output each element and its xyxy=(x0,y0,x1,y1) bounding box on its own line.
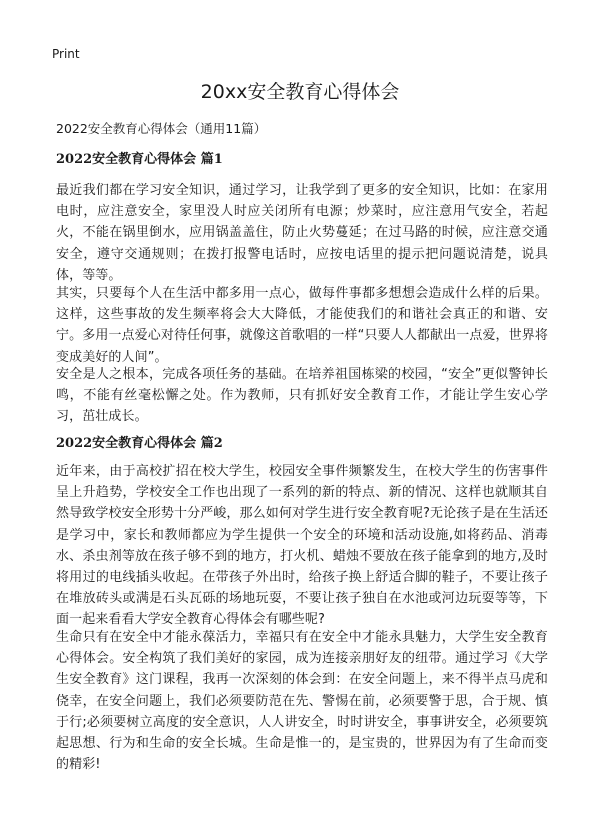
section-heading-1: 2022安全教育心得体会 篇1 xyxy=(56,152,223,167)
paragraph: 其实，只要每个人在生活中都多用一点心，做每件事都多想想会造成什么样的后果。这样，这些事故的发生频率将会大大降低，才能使我们的和谐社会真正的和谐、安宁。多用一点爱心对待任何事，就像这首歌唱的一样“只要人人都献出一点爱，世界将变成美好的人间”。 xyxy=(56,286,548,365)
document-subtitle: 2022安全教育心得体会（通用11篇） xyxy=(56,121,267,136)
section-heading-2: 2022安全教育心得体会 篇2 xyxy=(56,436,223,451)
paragraph: 最近我们都在学习安全知识，通过学习，让我学到了更多的安全知识，比如：在家用电时，应注意安全，家里没人时应关闭所有电源；炒菜时，应注意用气安全，若起火，不能在锅里倒水，应用锅盖盖住，防止火势蔓延；在过马路的时候，应注意交通安全，遵守交通规则；在拨打报警电话时，应按电话里的提示把问题说清楚，说具体，等等。 xyxy=(56,183,548,283)
paragraph: 生命只有在安全中才能永葆活力，幸福只有在安全中才能永具魅力，大学生安全教育心得体会。安全构筑了我们美好的家园，成为连接亲朋好友的纽带。通过学习《大学生安全教育》这门课程，我再一次深刻的体会到：在安全问题上，来不得半点马虎和侥幸，在安全问题上，我们必须要防范在先、警惕在前，必须要警于思，合于规、慎于行;必须要树立高度的安全意识，人人讲安全，时时讲安全，事事讲安全，必须要筑起思想、行为和生命的安全长城。生命是惟一的，是宝贵的，世界因为有了生命而变的精彩! xyxy=(56,630,548,773)
paragraph: 安全是人之根本，完成各项任务的基础。在培养祖国栋梁的校园，“安全”更似警钟长鸣，不能有丝毫松懈之处。作为教师，只有抓好安全教育工作，才能让学生安心学习，茁壮成长。 xyxy=(56,367,548,425)
document-title: 20xx安全教育心得体会 xyxy=(200,81,400,103)
paragraph: 近年来，由于高校扩招在校大学生，校园安全事件频繁发生，在校大学生的伤害事件呈上升趋势，学校安全工作也出现了一系列的新的特点、新的情况、这样也就顺其自然导致学校安全形势十分严峻，那么如何对学生进行安全教育呢?无论孩子是在生活还是学习中，家长和教师都应为学生提供一个安全的环境和活动设施,如将药品、消毒水、杀虫剂等放在孩子够不到的地方，打火机、蜡烛不要放在孩子能拿到的地方,及时将用过的电线插头收起。在带孩子外出时，给孩子换上舒适合脚的鞋子，不要让孩子在堆放砖头或满是石头瓦砾的场地玩耍，不要让孩子独自在水池或河边玩耍等等，下面一起来看看大学安全教育心得体会有哪些呢? xyxy=(56,464,548,628)
print-link[interactable]: Print xyxy=(52,47,80,61)
